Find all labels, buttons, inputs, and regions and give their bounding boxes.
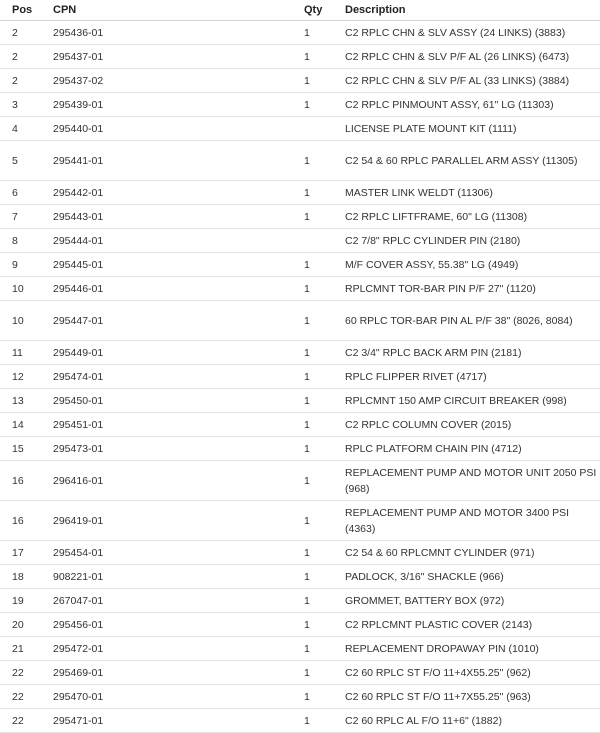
cell-cpn: 295437-01 xyxy=(41,45,292,69)
table-row xyxy=(0,93,600,117)
cell-description: C2 60 RPLC AL F/O 11+6" (1882) xyxy=(333,709,600,733)
cell-qty: 1 xyxy=(292,565,333,589)
table-row xyxy=(0,709,600,733)
cell-qty: 1 xyxy=(292,637,333,661)
table-row xyxy=(0,141,600,181)
cell-description: 60 RPLC TOR-BAR PIN AL P/F 38" (8026, 8084) xyxy=(333,301,600,341)
cell-description: C2 7/8" RPLC CYLINDER PIN (2180) xyxy=(333,229,600,253)
cell-qty: 1 xyxy=(292,21,333,45)
cell-qty: 1 xyxy=(292,685,333,709)
table-row xyxy=(0,341,600,365)
table-row xyxy=(0,589,600,613)
cell-pos: 11 xyxy=(0,341,41,365)
cell-pos: 4 xyxy=(0,117,41,141)
cell-pos: 19 xyxy=(0,589,41,613)
table-row xyxy=(0,253,600,277)
cell-pos: 20 xyxy=(0,613,41,637)
cell-cpn: 295474-01 xyxy=(41,365,292,389)
table-row xyxy=(0,21,600,45)
cell-qty: 1 xyxy=(292,69,333,93)
cell-cpn: 295446-01 xyxy=(41,277,292,301)
table-row xyxy=(0,685,600,709)
cell-description: GROMMET, BATTERY BOX (972) xyxy=(333,589,600,613)
table-row xyxy=(0,613,600,637)
cell-qty: 1 xyxy=(292,253,333,277)
cell-cpn: 295442-01 xyxy=(41,181,292,205)
cell-cpn: 295472-01 xyxy=(41,637,292,661)
cell-description: C2 RPLC LIFTFRAME, 60" LG (11308) xyxy=(333,205,600,229)
table-row xyxy=(0,661,600,685)
cell-qty: 1 xyxy=(292,93,333,117)
table-row xyxy=(0,117,600,141)
cell-qty: 1 xyxy=(292,461,333,501)
cell-pos: 2 xyxy=(0,69,41,93)
cell-pos: 17 xyxy=(0,541,41,565)
cell-description: C2 RPLC COLUMN COVER (2015) xyxy=(333,413,600,437)
cell-qty: 1 xyxy=(292,205,333,229)
cell-qty: 1 xyxy=(292,661,333,685)
table-row xyxy=(0,277,600,301)
cell-cpn: 295470-01 xyxy=(41,685,292,709)
cell-cpn: 296419-01 xyxy=(41,501,292,541)
cell-pos: 16 xyxy=(0,461,41,501)
cell-pos: 15 xyxy=(0,437,41,461)
cell-qty: 1 xyxy=(292,181,333,205)
table-row xyxy=(0,205,600,229)
cell-cpn: 295444-01 xyxy=(41,229,292,253)
cell-description: C2 RPLC CHN & SLV P/F AL (33 LINKS) (3884) xyxy=(333,69,600,93)
cell-cpn: 295473-01 xyxy=(41,437,292,461)
cell-description: M/F COVER ASSY, 55.38" LG (4949) xyxy=(333,253,600,277)
cell-qty: 1 xyxy=(292,141,333,181)
cell-description: REPLACEMENT PUMP AND MOTOR UNIT 2050 PSI (968) xyxy=(333,461,600,501)
cell-pos: 13 xyxy=(0,389,41,413)
cell-cpn: 295443-01 xyxy=(41,205,292,229)
cell-description: C2 3/4" RPLC BACK ARM PIN (2181) xyxy=(333,341,600,365)
cell-description: C2 60 RPLC ST F/O 11+7X55.25" (963) xyxy=(333,685,600,709)
table-row xyxy=(0,181,600,205)
table-row xyxy=(0,389,600,413)
cell-description: REPLACEMENT DROPAWAY PIN (1010) xyxy=(333,637,600,661)
cell-pos: 21 xyxy=(0,637,41,661)
table-row xyxy=(0,637,600,661)
cell-pos: 6 xyxy=(0,181,41,205)
cell-qty: 1 xyxy=(292,341,333,365)
cell-description: RPLCMNT 150 AMP CIRCUIT BREAKER (998) xyxy=(333,389,600,413)
cell-cpn: 295451-01 xyxy=(41,413,292,437)
cell-description: C2 54 & 60 RPLCMNT CYLINDER (971) xyxy=(333,541,600,565)
cell-pos: 12 xyxy=(0,365,41,389)
cell-cpn: 295469-01 xyxy=(41,661,292,685)
cell-qty: 1 xyxy=(292,301,333,341)
cell-qty xyxy=(292,229,333,253)
table-row xyxy=(0,501,600,541)
cell-cpn: 295471-01 xyxy=(41,709,292,733)
cell-description: C2 54 & 60 RPLC PARALLEL ARM ASSY (11305) xyxy=(333,141,600,181)
cell-description: MASTER LINK WELDT (11306) xyxy=(333,181,600,205)
cell-qty: 1 xyxy=(292,277,333,301)
cell-description: C2 60 RPLC ST F/O 11+4X55.25" (962) xyxy=(333,661,600,685)
cell-qty: 1 xyxy=(292,589,333,613)
table-row xyxy=(0,365,600,389)
cell-qty: 1 xyxy=(292,709,333,733)
table-row xyxy=(0,437,600,461)
cell-pos: 2 xyxy=(0,21,41,45)
cell-pos: 3 xyxy=(0,93,41,117)
header-description: Description xyxy=(333,0,600,21)
cell-description: C2 RPLC CHN & SLV ASSY (24 LINKS) (3883) xyxy=(333,21,600,45)
header-qty: Qty xyxy=(292,0,333,21)
cell-qty: 1 xyxy=(292,365,333,389)
cell-cpn: 295441-01 xyxy=(41,141,292,181)
cell-description: RPLC PLATFORM CHAIN PIN (4712) xyxy=(333,437,600,461)
cell-pos: 22 xyxy=(0,685,41,709)
cell-cpn: 295454-01 xyxy=(41,541,292,565)
table-row xyxy=(0,229,600,253)
cell-cpn: 295450-01 xyxy=(41,389,292,413)
cell-qty: 1 xyxy=(292,389,333,413)
cell-pos: 18 xyxy=(0,565,41,589)
cell-pos: 9 xyxy=(0,253,41,277)
table-row xyxy=(0,461,600,501)
cell-pos: 10 xyxy=(0,277,41,301)
cell-qty: 1 xyxy=(292,613,333,637)
cell-description: C2 RPLC CHN & SLV P/F AL (26 LINKS) (6473) xyxy=(333,45,600,69)
cell-pos: 8 xyxy=(0,229,41,253)
table-row xyxy=(0,565,600,589)
cell-description: REPLACEMENT PUMP AND MOTOR 3400 PSI (4363) xyxy=(333,501,600,541)
cell-pos: 16 xyxy=(0,501,41,541)
cell-cpn: 295440-01 xyxy=(41,117,292,141)
cell-qty: 1 xyxy=(292,501,333,541)
cell-qty xyxy=(292,117,333,141)
cell-qty: 1 xyxy=(292,541,333,565)
cell-cpn: 295436-01 xyxy=(41,21,292,45)
table-header-row xyxy=(0,0,600,21)
cell-cpn: 295447-01 xyxy=(41,301,292,341)
table-row xyxy=(0,413,600,437)
parts-table-body xyxy=(0,21,600,733)
cell-pos: 7 xyxy=(0,205,41,229)
cell-cpn: 295445-01 xyxy=(41,253,292,277)
cell-qty: 1 xyxy=(292,413,333,437)
table-row xyxy=(0,45,600,69)
cell-pos: 22 xyxy=(0,709,41,733)
cell-pos: 2 xyxy=(0,45,41,69)
header-cpn: CPN xyxy=(41,0,292,21)
table-row xyxy=(0,301,600,341)
header-pos: Pos xyxy=(0,0,41,21)
cell-cpn: 295456-01 xyxy=(41,613,292,637)
cell-qty: 1 xyxy=(292,45,333,69)
cell-qty: 1 xyxy=(292,437,333,461)
cell-pos: 5 xyxy=(0,141,41,181)
cell-cpn: 295449-01 xyxy=(41,341,292,365)
cell-cpn: 267047-01 xyxy=(41,589,292,613)
cell-description: LICENSE PLATE MOUNT KIT (1111) xyxy=(333,117,600,141)
cell-cpn: 295437-02 xyxy=(41,69,292,93)
cell-description: C2 RPLCMNT PLASTIC COVER (2143) xyxy=(333,613,600,637)
table-row xyxy=(0,541,600,565)
cell-pos: 22 xyxy=(0,661,41,685)
cell-cpn: 296416-01 xyxy=(41,461,292,501)
table-row xyxy=(0,69,600,93)
cell-cpn: 295439-01 xyxy=(41,93,292,117)
cell-description: C2 RPLC PINMOUNT ASSY, 61" LG (11303) xyxy=(333,93,600,117)
cell-description: RPLCMNT TOR-BAR PIN P/F 27" (1120) xyxy=(333,277,600,301)
cell-cpn: 908221-01 xyxy=(41,565,292,589)
cell-pos: 10 xyxy=(0,301,41,341)
cell-description: PADLOCK, 3/16" SHACKLE (966) xyxy=(333,565,600,589)
cell-pos: 14 xyxy=(0,413,41,437)
cell-description: RPLC FLIPPER RIVET (4717) xyxy=(333,365,600,389)
